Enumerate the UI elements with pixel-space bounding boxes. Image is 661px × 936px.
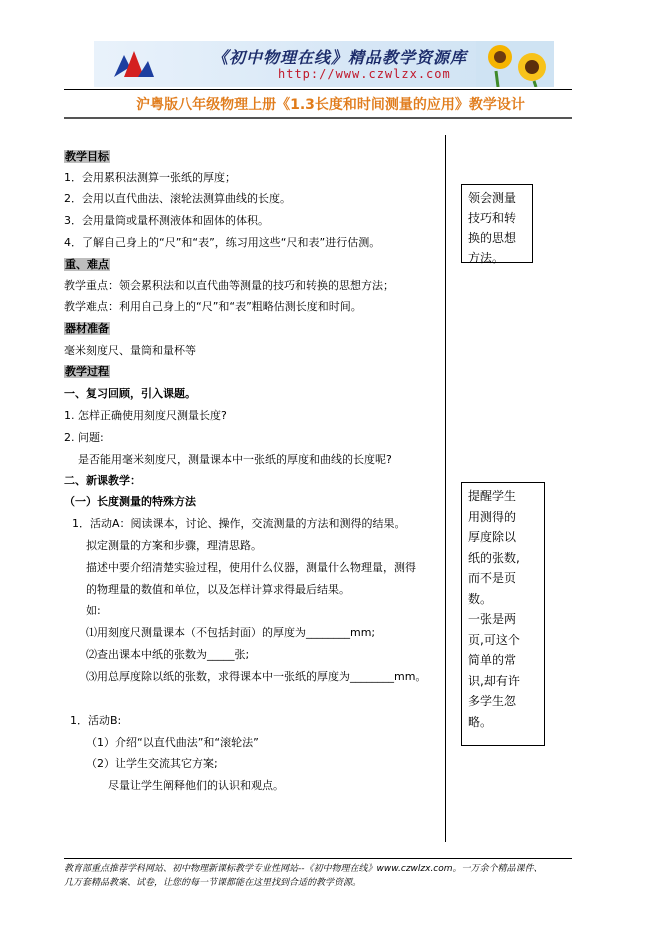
activity-text: 尽量让学生阐释他们的认识和观点。 [108, 779, 284, 792]
footer-divider [64, 858, 572, 859]
header-divider [64, 89, 572, 90]
goal-item: 2．会用以直代曲法、滚轮法测算曲线的长度。 [64, 192, 291, 205]
footer-text: 几万套精品教案、试卷，让您的每一节课都能在这里找到合适的教学资源。 [64, 878, 362, 888]
activity-text: 拟定测量的方案和步骤，理清思路。 [86, 539, 262, 552]
activity-step: ⑶用总厚度除以纸的张数，求得课本中一张纸的厚度为________mm。 [86, 670, 427, 683]
subsection-heading: （一）长度测量的特殊方法 [64, 495, 196, 508]
difficult-point: 教学难点：利用自己身上的“尺”和“表”粗略估测长度和时间。 [64, 300, 362, 313]
activity-step: ⑵查出课本中纸的张数为_____张; [86, 648, 250, 661]
margin-divider [445, 135, 446, 842]
activity-text: 描述中要介绍清楚实验过程，使用什么仪器，测量什么物理量，测得 [86, 561, 416, 574]
goal-item: 3．会用量筒或量杯测液体和固体的体积。 [64, 214, 269, 227]
equipment-list: 毫米刻度尺、量筒和量杯等 [64, 344, 196, 357]
footer-text: 教育部重点推荐学科网站、初中物理新课标教学专业性网站--《初中物理在线》www.czwlzx.com。一万余个精品课件、 [64, 864, 543, 874]
goal-item: 4．了解自己身上的“尺”和“表”，练习用这些“尺和表”进行估测。 [64, 236, 381, 249]
page-title: 沪粤版八年级物理上册《1.3长度和时间测量的应用》教学设计 [136, 97, 525, 113]
activity-step: ⑴用刻度尺测量课本（不包括封面）的厚度为________mm; [86, 626, 376, 639]
banner-title: 《初中物理在线》精品教学资源库 [212, 48, 468, 67]
key-point: 教学重点：领会累积法和以直代曲等测量的技巧和转换的思想方法； [64, 279, 394, 292]
activity-step: （1）介绍“以直代曲法”和“滚轮法” [86, 736, 259, 749]
title-divider [64, 117, 572, 119]
section-heading-process: 教学过程 [65, 365, 109, 378]
activity-item: 1．活动A：阅读课本，讨论、操作，交流测量的方法和测得的结果。 [72, 517, 406, 530]
process-item: 1. 怎样正确使用刻度尺测量长度? [64, 409, 227, 422]
margin-note: 领会测量 技巧和转 换的思想 方法。 [461, 184, 533, 263]
process-item: 是否能用毫米刻度尺，测量课本中一张纸的厚度和曲线的长度呢? [78, 453, 392, 466]
section-heading-equipment: 器材准备 [65, 322, 109, 335]
activity-text: 如: [86, 604, 101, 617]
activity-text: 的物理量的数值和单位，以及怎样计算求得最后结果。 [86, 583, 350, 596]
activity-step: （2）让学生交流其它方案; [86, 757, 218, 770]
sunflower-icon [476, 41, 554, 87]
process-step-heading: 二、新课教学： [64, 474, 141, 487]
process-step-heading: 一、复习回顾，引入课题。 [64, 387, 196, 400]
margin-note: 提醒学生 用测得的 厚度除以 纸的张数, 而不是页 数。 一张是两 页,可这个 简单的常 识,却有许 多学生忽 略。 [461, 482, 545, 746]
section-heading-key-points: 重、难点 [65, 258, 109, 271]
section-heading-goals: 教学目标 [65, 150, 109, 163]
goal-item: 1．会用累积法测算一张纸的厚度； [64, 171, 236, 184]
banner-url: http://www.czwlzx.com [278, 67, 451, 81]
activity-item: 1．活动B: [70, 714, 122, 727]
site-logo-icon [110, 47, 156, 81]
process-item: 2. 问题: [64, 431, 104, 444]
header-banner [94, 41, 554, 87]
